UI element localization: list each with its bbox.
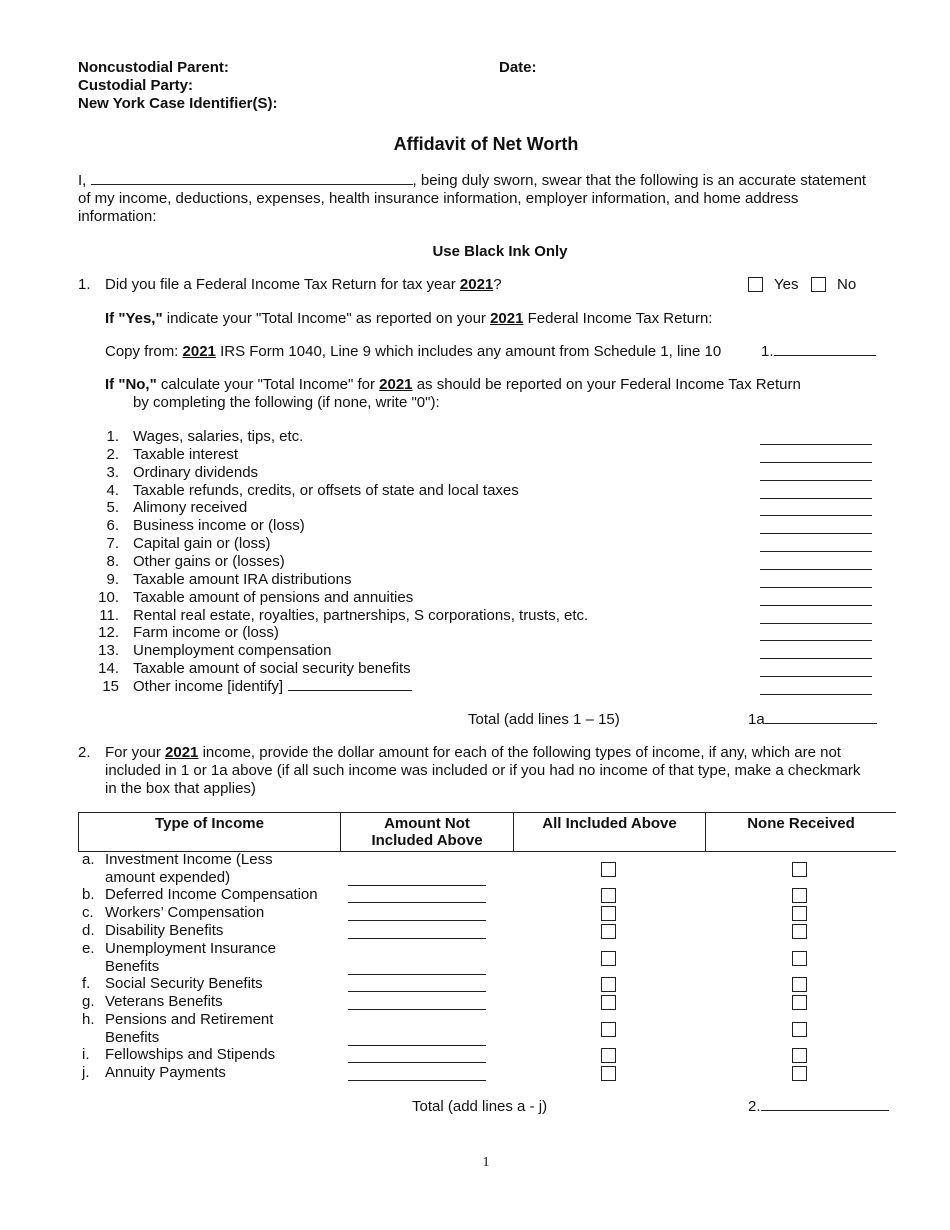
income-type-row xyxy=(78,1011,896,1047)
if-no-text-2: as should be reported on your Federal Income Tax Return xyxy=(416,376,801,393)
income-item-label xyxy=(133,553,285,570)
income-type-row xyxy=(78,940,896,976)
income-item-number: 15 xyxy=(102,677,119,695)
income-item-row xyxy=(0,678,950,696)
income-type-row xyxy=(78,993,896,1011)
income-item-number: 7. xyxy=(106,535,119,553)
income-item-number: 1. xyxy=(106,428,119,445)
line-1-label: 1. xyxy=(761,343,774,360)
line-1a-field[interactable] xyxy=(765,711,877,724)
income-item-row xyxy=(0,446,950,464)
income-item-row xyxy=(0,642,950,660)
line-2-field[interactable] xyxy=(761,1098,889,1111)
income-item-label-text: Rental real estate, royalties, partnerships, S corporations, trusts, etc. xyxy=(133,606,589,624)
income-item-row xyxy=(0,624,950,642)
none-received-checkbox[interactable] xyxy=(792,1066,807,1085)
income-item-label xyxy=(133,589,413,606)
income-item-number: 2. xyxy=(106,445,119,463)
copy-from-label: Copy from: xyxy=(105,343,179,360)
income-item-number: 3. xyxy=(106,463,119,481)
income-type-amount-field[interactable] xyxy=(348,1033,486,1046)
income-item-row xyxy=(0,553,950,571)
income-item-row xyxy=(0,535,950,553)
other-income-identify-field[interactable] xyxy=(288,678,412,691)
income-item-label-text: Taxable amount of pensions and annuities xyxy=(133,588,414,606)
income-item-label xyxy=(133,446,238,463)
none-received-checkbox[interactable] xyxy=(792,1022,807,1041)
date-label: Date: xyxy=(499,59,537,76)
if-no-year: 2021 xyxy=(379,376,413,393)
q2-year: 2021 xyxy=(165,744,199,761)
q1-year: 2021 xyxy=(459,276,494,293)
ink-note: Use Black Ink Only xyxy=(432,243,568,260)
income-item-row xyxy=(0,499,950,517)
income-type-row xyxy=(78,886,896,904)
q2-total-label: Total (add lines a - j) xyxy=(412,1098,548,1115)
copy-from-instruction xyxy=(105,343,721,360)
income-item-label-text: Ordinary dividends xyxy=(133,463,259,481)
income-type-label-line1: Deferred Income Compensation xyxy=(105,886,318,903)
income-item-label-text: Farm income or (loss) xyxy=(133,624,279,642)
income-item-label xyxy=(133,517,305,534)
col-type-of-income: Type of Income xyxy=(79,813,341,852)
income-item-amount-field[interactable] xyxy=(760,450,872,463)
affiant-name-field[interactable] xyxy=(91,172,413,185)
income-item-row xyxy=(0,607,950,625)
intro-line-1 xyxy=(78,172,866,189)
if-yes-year: 2021 xyxy=(490,310,524,327)
income-type-row xyxy=(78,1064,896,1082)
income-item-number: 6. xyxy=(106,517,119,535)
income-type-letter: c. xyxy=(82,904,94,921)
income-type-amount-field[interactable] xyxy=(348,1050,486,1063)
income-type-row xyxy=(78,1046,896,1064)
income-type-amount-field[interactable] xyxy=(348,979,486,992)
custodial-party-label: Custodial Party: xyxy=(78,77,194,94)
q2-line1-before: For your xyxy=(105,744,161,761)
income-item-amount-field[interactable] xyxy=(760,521,872,534)
income-item-number: 4. xyxy=(106,481,119,499)
income-type-letter: a. xyxy=(82,851,95,868)
income-item-number: 9. xyxy=(106,570,119,588)
income-item-number: 12. xyxy=(98,624,119,642)
line-2-label: 2. xyxy=(748,1098,761,1115)
line-1a-label: 1a xyxy=(748,711,765,728)
income-type-letter: e. xyxy=(82,940,95,957)
income-item-amount-field[interactable] xyxy=(760,682,872,695)
page-title: Affidavit of Net Worth xyxy=(393,134,579,154)
income-type-label xyxy=(105,1011,273,1047)
income-item-row xyxy=(0,589,950,607)
if-no-bold: If "No," xyxy=(105,376,157,393)
income-type-letter: i. xyxy=(82,1046,90,1063)
income-type-label xyxy=(105,904,264,922)
income-item-label-text: Capital gain or (loss) xyxy=(133,535,271,553)
income-type-letter: d. xyxy=(82,922,95,939)
income-item-label-text: Taxable amount IRA distributions xyxy=(133,570,352,588)
all-included-checkbox[interactable] xyxy=(601,951,616,970)
income-item-label xyxy=(133,678,412,695)
income-type-label-line2: Benefits xyxy=(105,1029,160,1046)
q2-line-1 xyxy=(105,744,841,761)
income-type-amount-field[interactable] xyxy=(348,908,486,921)
q1-no-checkbox[interactable] xyxy=(811,277,826,296)
income-type-label-line2: Benefits xyxy=(105,958,160,975)
income-type-label xyxy=(105,993,223,1011)
income-item-number: 11. xyxy=(99,606,119,624)
q1-number: 1. xyxy=(78,276,91,293)
income-item-label-text: Wages, salaries, tips, etc. xyxy=(133,428,304,445)
income-item-amount-field[interactable] xyxy=(760,593,872,606)
q1-text-after: ? xyxy=(493,276,502,293)
total-line-1a xyxy=(748,711,877,728)
income-type-label-line1: Social Security Benefits xyxy=(105,975,263,992)
income-type-label-line1: Pensions and Retirement xyxy=(105,1011,274,1028)
income-item-label xyxy=(133,428,303,445)
income-type-amount-field[interactable] xyxy=(348,873,486,886)
income-item-amount-field[interactable] xyxy=(760,432,872,445)
income-type-row xyxy=(78,904,896,922)
income-item-amount-field[interactable] xyxy=(760,628,872,641)
col-amount-not-included xyxy=(341,813,514,852)
total-income-line-1 xyxy=(761,343,876,360)
income-item-amount-field[interactable] xyxy=(760,557,872,570)
income-type-row xyxy=(78,922,896,940)
income-item-row xyxy=(0,428,950,446)
total-line-2 xyxy=(748,1098,889,1115)
all-included-checkbox[interactable] xyxy=(601,862,616,881)
none-received-checkbox[interactable] xyxy=(792,862,807,881)
income-item-row xyxy=(0,464,950,482)
income-type-label-line1: Investment Income (Less xyxy=(105,851,273,868)
income-type-letter: h. xyxy=(82,1011,95,1028)
col-none-received: None Received xyxy=(706,813,897,852)
income-type-letter: f. xyxy=(82,975,91,992)
income-type-label-line1: Workers’ Compensation xyxy=(105,904,265,921)
income-item-label-text: Business income or (loss) xyxy=(133,517,305,535)
income-type-label-line1: Annuity Payments xyxy=(105,1064,226,1081)
if-yes-bold: If "Yes," xyxy=(105,310,163,327)
income-item-label xyxy=(133,642,331,659)
col-amount-l2: Included Above xyxy=(371,832,483,849)
q2-line1-after: income, provide the dollar amount for each of the following types of income, if any, which are not xyxy=(202,744,841,761)
income-type-letter: b. xyxy=(82,886,95,903)
income-type-label-line1: Veterans Benefits xyxy=(105,993,223,1010)
income-type-label-line1: Unemployment Insurance xyxy=(105,940,276,957)
if-yes-text-1: indicate your "Total Income" as reported on your xyxy=(166,310,486,327)
income-item-row xyxy=(0,482,950,500)
income-type-label xyxy=(105,922,223,940)
income-item-amount-field[interactable] xyxy=(760,486,872,499)
income-type-amount-field[interactable] xyxy=(348,962,486,975)
q2-number: 2. xyxy=(78,744,91,761)
q1-yes-checkbox[interactable] xyxy=(748,277,763,296)
income-type-label xyxy=(105,851,273,887)
income-item-label-text: Unemployment compensation xyxy=(133,642,332,660)
col-all-included-above: All Included Above xyxy=(514,813,706,852)
line-1-field[interactable] xyxy=(774,343,876,356)
q1-question xyxy=(105,276,502,293)
all-included-checkbox[interactable] xyxy=(601,1022,616,1041)
intro-line1-rest: , being duly sworn, swear that the following is an accurate statement xyxy=(412,172,867,189)
income-item-label xyxy=(133,464,258,481)
income-item-label-text: Taxable refunds, credits, or offsets of state and local taxes xyxy=(133,481,519,499)
income-item-label xyxy=(133,571,351,588)
income-item-amount-field[interactable] xyxy=(760,664,872,677)
copy-from-year: 2021 xyxy=(182,343,216,360)
income-type-label xyxy=(105,940,276,976)
income-item-amount-field[interactable] xyxy=(760,646,872,659)
income-item-amount-field[interactable] xyxy=(760,539,872,552)
income-type-letter: j. xyxy=(82,1064,90,1081)
if-no-line-2: by completing the following (if none, write "0"): xyxy=(133,394,440,411)
income-item-label-text: Alimony received xyxy=(133,499,248,517)
income-item-amount-field[interactable] xyxy=(760,575,872,588)
income-item-label xyxy=(133,499,247,516)
q1-no-label: No xyxy=(837,276,857,293)
copy-from-text: IRS Form 1040, Line 9 which includes any amount from Schedule 1, line 10 xyxy=(220,343,722,360)
income-item-amount-field[interactable] xyxy=(760,611,872,624)
income-item-label xyxy=(133,660,411,677)
income-type-amount-field[interactable] xyxy=(348,890,486,903)
income-type-letter: g. xyxy=(82,993,95,1010)
none-received-checkbox[interactable] xyxy=(792,951,807,970)
income-type-label xyxy=(105,886,318,904)
noncustodial-parent-label: Noncustodial Parent: xyxy=(78,59,229,76)
income-item-label-text: Taxable amount of social security benefits xyxy=(133,660,411,678)
income-item-label-text: Other gains or (losses) xyxy=(133,552,285,570)
q1-text-before: Did you file a Federal Income Tax Return for tax year xyxy=(105,276,456,293)
income-item-label xyxy=(133,607,588,624)
q1-total-label: Total (add lines 1 – 15) xyxy=(468,711,620,728)
income-item-amount-field[interactable] xyxy=(760,468,872,481)
income-item-label xyxy=(133,482,519,499)
income-type-row xyxy=(78,851,896,887)
income-item-number: 5. xyxy=(106,499,119,517)
income-type-amount-field[interactable] xyxy=(348,1068,486,1081)
income-item-number: 13. xyxy=(98,642,119,660)
if-no-instruction xyxy=(105,376,801,393)
income-item-amount-field[interactable] xyxy=(760,503,872,516)
income-type-label-line2: amount expended) xyxy=(105,869,231,886)
if-yes-instruction xyxy=(105,310,712,327)
income-item-number: 8. xyxy=(106,552,119,570)
if-no-text-1: calculate your "Total Income" for xyxy=(160,376,375,393)
case-identifier-label: New York Case Identifier(S): xyxy=(78,95,278,112)
income-type-label xyxy=(105,1046,275,1064)
income-item-label xyxy=(133,624,279,641)
income-type-label xyxy=(105,975,263,993)
income-type-label-line1: Disability Benefits xyxy=(105,922,224,939)
income-type-amount-field[interactable] xyxy=(348,926,486,939)
income-item-number: 14. xyxy=(98,660,119,678)
income-item-row xyxy=(0,571,950,589)
income-item-row xyxy=(0,517,950,535)
intro-line-2: of my income, deductions, expenses, health insurance information, employer information, and home address xyxy=(78,190,799,207)
income-item-number: 10. xyxy=(98,588,119,606)
income-item-label-text: Other income [identify] xyxy=(133,677,284,695)
col-amount-l1: Amount Not xyxy=(384,815,470,832)
q1-yes-label: Yes xyxy=(774,276,799,293)
income-type-row xyxy=(78,975,896,993)
income-item-row xyxy=(0,660,950,678)
q2-line-2: included in 1 or 1a above (if all such income was included or if you had no income of that type, make a checkmark xyxy=(105,762,861,779)
page-number: 1 xyxy=(482,1155,490,1170)
all-included-checkbox[interactable] xyxy=(601,1066,616,1085)
income-type-amount-field[interactable] xyxy=(348,997,486,1010)
intro-line-3: information: xyxy=(78,208,157,225)
if-yes-text-2: Federal Income Tax Return: xyxy=(527,310,713,327)
intro-prefix: I, xyxy=(78,172,87,189)
income-item-label xyxy=(133,535,271,552)
income-type-label-line1: Fellowships and Stipends xyxy=(105,1046,276,1063)
income-types-table xyxy=(78,812,896,852)
income-type-label xyxy=(105,1064,226,1082)
q2-line-3: in the box that applies) xyxy=(105,780,256,797)
income-item-label-text: Taxable interest xyxy=(133,445,239,463)
